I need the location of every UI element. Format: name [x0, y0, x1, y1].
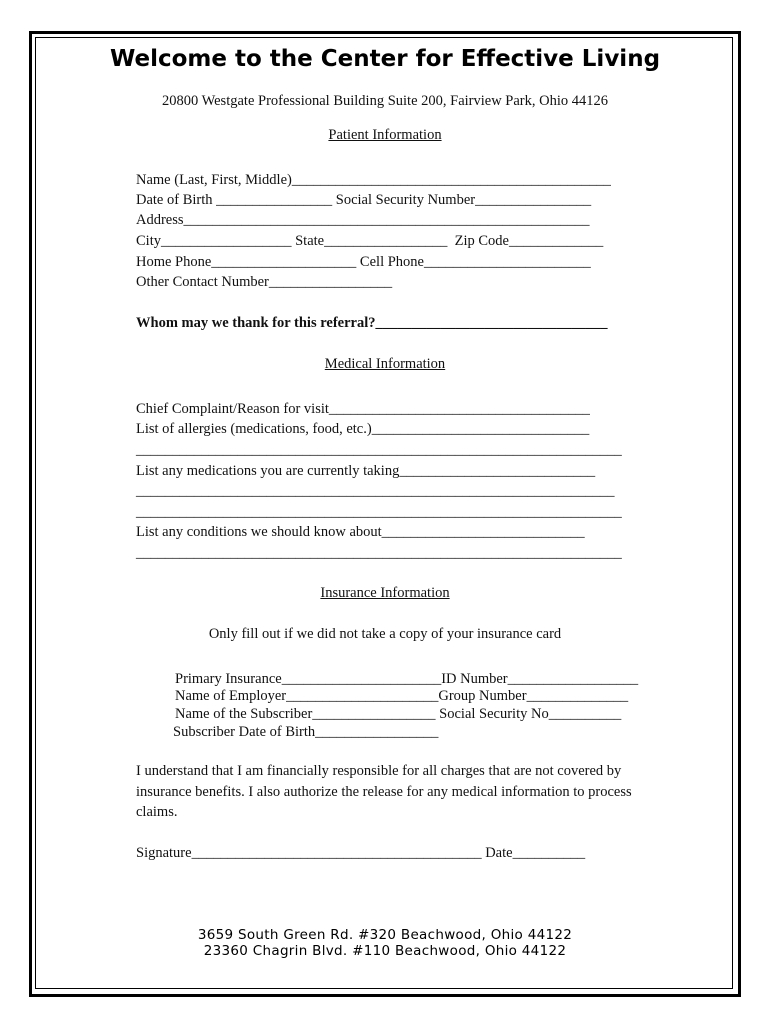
medical-heading: Medical Information — [324, 356, 446, 372]
employer-field[interactable]: Name of Employer_____________________Group Number______________ — [175, 688, 629, 704]
signature-date-field[interactable]: Signature________________________________________ Date__________ — [136, 845, 586, 861]
agreement-line-2: insurance benefits. I also authorize the release for any medical information to process — [136, 784, 632, 800]
allergies-field[interactable]: List of allergies (medications, food, etc.)______________________________ — [136, 421, 590, 437]
patient-heading: Patient Information — [328, 127, 442, 143]
referral-field[interactable]: Whom may we thank for this referral?________________________________ — [136, 315, 608, 331]
name-field[interactable]: Name (Last, First, Middle)____________________________________________ — [136, 172, 611, 188]
subscriber-field[interactable]: Name of the Subscriber_________________ Social Security No__________ — [175, 706, 622, 722]
page-title: Welcome to the Center for Effective Living — [109, 46, 661, 72]
insurance-note: Only fill out if we did not take a copy of your insurance card — [208, 626, 562, 642]
primary-insurance-field[interactable]: Primary Insurance______________________ID Number__________________ — [175, 671, 639, 687]
conditions-line-2[interactable]: ___________________________________________________________________ — [136, 545, 622, 561]
header-address: 20800 Westgate Professional Building Suite 200, Fairview Park, Ohio 44126 — [161, 93, 609, 109]
other-contact-field[interactable]: Other Contact Number_________________ — [136, 274, 393, 290]
agreement-line-3: claims. — [136, 804, 178, 820]
conditions-field[interactable]: List any conditions we should know about____________________________ — [136, 524, 585, 540]
medications-line-3[interactable]: ___________________________________________________________________ — [136, 504, 622, 520]
phone-fields[interactable]: Home Phone____________________ Cell Phone_______________________ — [136, 254, 591, 270]
dob-ssn-field[interactable]: Date of Birth ________________ Social Security Number________________ — [136, 192, 592, 208]
agreement-line-1: I understand that I am financially responsible for all charges that are not covered by — [136, 763, 622, 779]
medications-field[interactable]: List any medications you are currently taking___________________________ — [136, 463, 596, 479]
city-state-zip-field[interactable]: City__________________ State_________________ Zip Code_____________ — [136, 233, 604, 249]
footer-address-1: 3659 South Green Rd. #320 Beachwood, Ohio 44122 — [197, 927, 573, 943]
address-field[interactable]: Address________________________________________________________ — [136, 212, 590, 228]
medications-line-2[interactable]: __________________________________________________________________ — [136, 483, 615, 499]
insurance-heading: Insurance Information — [320, 585, 450, 601]
subscriber-dob-field[interactable]: Subscriber Date of Birth_________________ — [173, 724, 439, 740]
footer-address-2: 23360 Chagrin Blvd. #110 Beachwood, Ohio 44122 — [203, 943, 567, 959]
complaint-field[interactable]: Chief Complaint/Reason for visit____________________________________ — [136, 401, 590, 417]
allergies-line-2[interactable]: ___________________________________________________________________ — [136, 442, 622, 458]
